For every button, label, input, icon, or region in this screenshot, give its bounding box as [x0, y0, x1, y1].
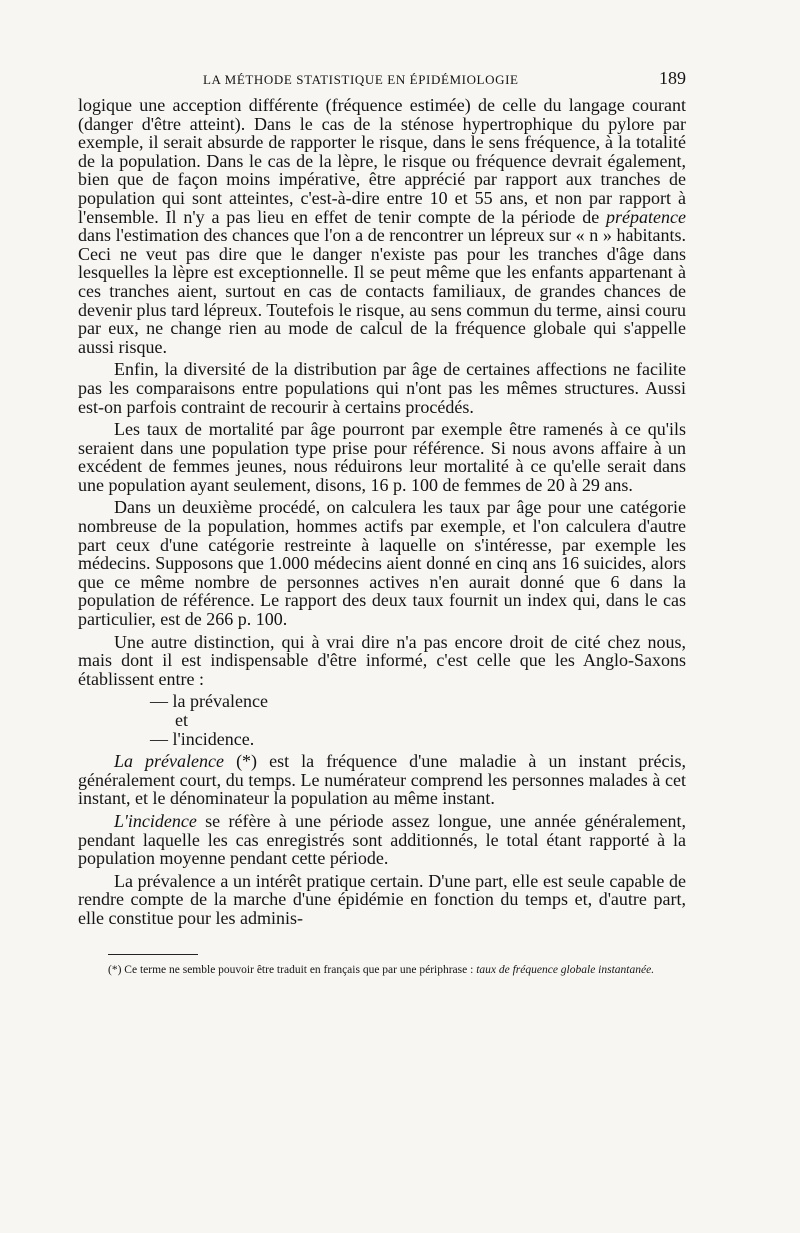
- paragraph-last: La prévalence a un intérêt pratique certain. D'une part, elle est seule capable de rendre compte de la marche d'une épidémie en fonction du temps et, d'autre part, elle constitue pour les adminis-: [78, 870, 686, 928]
- paragraph-incidence: [78, 812, 686, 868]
- footnote-divider: [108, 954, 198, 955]
- term-list: [150, 692, 686, 748]
- body-text: [78, 96, 686, 688]
- paragraph-3: Les taux de mortalité par âge pourront par exemple être ramenés à ce qu'ils seraient dans une population type prise pour référence. Si nous avons affaire à un excédent de femmes jeunes, nous réduirons leur mortalité à ce qu'elle serait dans une population ayant seulement, disons, 16 p. 100 de femmes de 20 à 29 ans.: [78, 419, 686, 495]
- paragraph-1: [78, 96, 686, 356]
- paragraph-4: Dans un deuxième procédé, on calculera les taux par âge pour une catégorie nombreuse de la population, hommes actifs par exemple, et l'on calculera d'autre part ceux d'une catégorie restreinte à laquelle on s'intéresse, par exemple les médecins. Supposons que 1.000 médecins aient donné en cinq ans 16 suicides, alors que ce même nombre de personnes actives n'en aurait donné que 6 dans la population de référence. Le rapport des deux taux fournit un index qui, dans le cas particulier, est de 266 p. 100.: [78, 497, 686, 630]
- page-header: [78, 68, 686, 96]
- page: [78, 68, 686, 977]
- prevalence-term: La prévalence: [114, 751, 225, 772]
- footnote-text: Ce terme ne semble pouvoir être traduit en français que par une périphrase :: [124, 963, 474, 976]
- paragraph-2: Enfin, la diversité de la distribution par âge de certaines affections ne facilite pas les comparaisons entre populations qui n'ont pas les mêmes structures. Aussi est-on parfois contraint de recourir à certains procédés.: [78, 359, 686, 417]
- running-title: LA MÉTHODE STATISTIQUE EN ÉPIDÉMIOLOGIE: [203, 72, 519, 87]
- paragraph-prevalence: [78, 752, 686, 808]
- paragraph-5: Une autre distinction, qui à vrai dire n'a pas encore droit de cité chez nous, mais dont il est indispensable d'être informé, c'est celle que les Anglo-Saxons établissent entre :: [78, 631, 686, 689]
- list-connector: et: [175, 710, 188, 730]
- incidence-definition: se réfère à une période assez longue, une année généralement, pendant laquelle les cas enregistrés sont additionnés, le total étant rapporté à la population moyenne pendant cette période.: [78, 810, 687, 869]
- prevalence-definition: est la fréquence d'une maladie à un instant précis, généralement court, du temps. Le numérateur comprend les personnes malades à cet instant, et le dénominateur la population au même instant.: [78, 751, 687, 809]
- footnote: [78, 963, 686, 977]
- list-item-incidence: — l'incidence.: [150, 728, 255, 749]
- footnote-mark: (*): [108, 963, 122, 976]
- paragraph-1-italic: prépatence: [606, 206, 686, 227]
- list-item-prevalence: — la prévalence: [150, 691, 268, 712]
- body-text-continued: [78, 752, 686, 927]
- page-number: 189: [659, 68, 686, 88]
- paragraph-1-rest: dans l'estimation des chances que l'on a de rencontrer un lépreux sur « n » habitants. Ceci ne veut pas dire que le danger n'existe pas pour les tranches d'âge dans lesquelles la lèpre est exceptionnelle. Il se peut même que les enfants appartenant à ces tranches aient, surtout en cas de contacts familiaux, de grandes chances de devenir plus tard lépreux. Toutefois le risque, au sens commun du terme, ainsi couru par eux, ne change rien au mode de calcul de la fréquence globale qui s'appelle aussi risque.: [78, 225, 686, 357]
- footnote-italic: taux de fréquence globale instantanée.: [476, 963, 655, 976]
- incidence-term: L'incidence: [114, 810, 197, 831]
- paragraph-1-text: logique une acception différente (fréquence estimée) de celle du langage courant (danger d'être atteint). Dans le cas de la sténose hypertrophique du pylore par exemple, il serait absurde de rapporter le risque, dans le sens fréquence, à la totalité de la population. Dans le cas de la lèpre, le risque ou fréquence devrait également, bien que de façon moins impérative, être apprécié par rapport aux tranches de population qui sont atteintes, c'est-à-dire entre 10 et 55 ans, et non par rapport à l'ensemble. Il n'y a pas lieu en effet de tenir compte de la période de: [78, 95, 686, 227]
- footnote-reference: (*): [236, 751, 258, 772]
